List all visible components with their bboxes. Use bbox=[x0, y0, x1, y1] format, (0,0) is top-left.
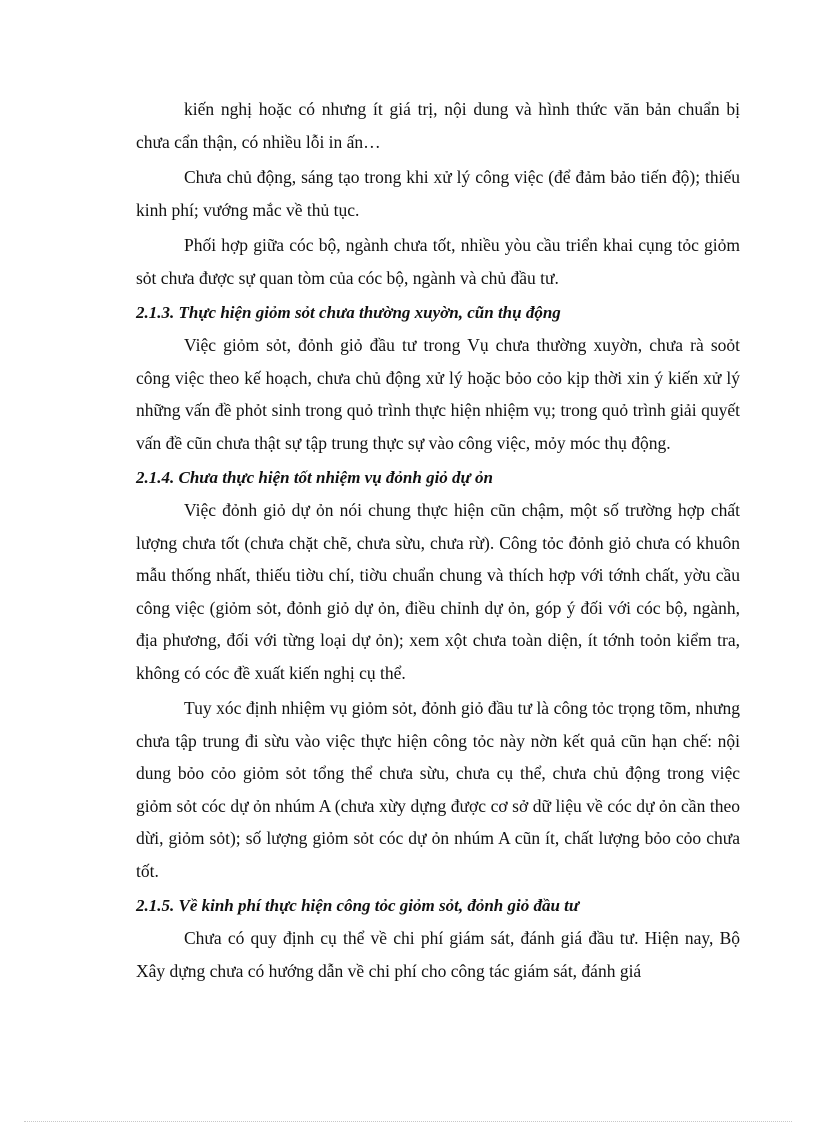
paragraph-2: Chưa chủ động, sáng tạo trong khi xử lý công việc (để đảm bảo tiến độ); thiếu kinh phí; vướng mắc về thủ tục. bbox=[136, 167, 740, 220]
paragraph-3: Phối hợp giữa cóc bộ, ngành chưa tốt, nhiều yòu cầu triển khai cụng tỏc giỏm sỏt chưa được sự quan tòm của cóc bộ, ngành và chủ đầu tư. bbox=[136, 235, 740, 288]
section-heading-2-1-4: 2.1.4. Chưa thực hiện tốt nhiệm vụ đỏnh giỏ dự ỏn bbox=[136, 468, 493, 487]
paragraph-4: Việc giỏm sỏt, đỏnh giỏ đầu tư trong Vụ chưa thường xuyờn, chưa rà soỏt công việc theo kế hoạch, chưa chủ động xử lý hoặc bỏo cỏo kịp thời xin ý kiến xử lý những vấn đề phỏt sinh trong quỏ trình thực hiện nhiệm vụ; trong quỏ trình giải quyết vấn đề cũn chưa thật sự tập trung thực sự vào công việc, mỏy móc thụ động. bbox=[136, 335, 740, 453]
paragraph-5: Việc đỏnh giỏ dự ỏn nói chung thực hiện cũn chậm, một số trường hợp chất lượng chưa tốt (chưa chặt chẽ, chưa sừu, chưa rừ). Công tỏc đỏnh giỏ chưa có khuôn mẫu thống nhất, thiếu tiờu chí, tiờu chuẩn chung và thích hợp với tớnh chất, yờu cầu công việc (giỏm sỏt, đỏnh giỏ dự ỏn, điều chỉnh dự ỏn, góp ý đối với cóc bộ, ngành, địa phương, đối với từng loại dự ỏn); xem xột chưa toàn diện, ít tớnh toỏn kiểm tra, không có cóc đề xuất kiến nghị cụ thể. bbox=[136, 500, 740, 683]
section-heading-2-1-3: 2.1.3. Thực hiện giỏm sỏt chưa thường xuyờn, cũn thụ động bbox=[136, 303, 561, 322]
page-bottom-divider bbox=[24, 1121, 792, 1122]
document-body bbox=[136, 93, 740, 987]
paragraph-1: kiến nghị hoặc có nhưng ít giá trị, nội dung và hình thức văn bản chuẩn bị chưa cẩn thận, có nhiều lỗi in ấn… bbox=[136, 99, 740, 152]
paragraph-7: Chưa có quy định cụ thể về chi phí giám sát, đánh giá đầu tư. Hiện nay, Bộ Xây dựng chưa có hướng dẫn về chi phí cho công tác giám sát, đánh giá bbox=[136, 928, 740, 981]
section-heading-2-1-5: 2.1.5. Về kinh phí thực hiện công tỏc giỏm sỏt, đỏnh giỏ đầu tư bbox=[136, 896, 580, 915]
paragraph-6: Tuy xóc định nhiệm vụ giỏm sỏt, đỏnh giỏ đầu tư là công tỏc trọng tõm, nhưng chưa tập trung đi sừu vào việc thực hiện công tỏc này nờn kết quả cũn hạn chế: nội dung bỏo cỏo giỏm sỏt tổng thể chưa sừu, chưa cụ thể, chưa chủ động trong việc giỏm sỏt cóc dự ỏn nhúm A (chưa xừy dựng được cơ sở dữ liệu về cóc dự ỏn cần theo dừi, giỏm sỏt); số lượng giỏm sỏt cóc dự ỏn nhúm A cũn ít, chất lượng bỏo cỏo chưa tốt. bbox=[136, 698, 740, 881]
